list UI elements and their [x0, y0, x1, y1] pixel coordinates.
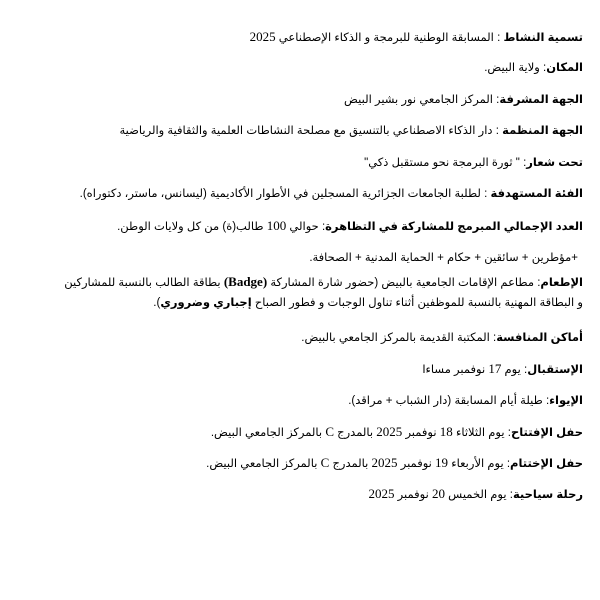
closing-year: 2025 — [371, 455, 398, 470]
tour-line — [368, 486, 583, 503]
slogan-sep: : — [519, 157, 527, 169]
catering-label: الإطعام — [540, 277, 583, 289]
closing-mid: بالمدرج — [329, 458, 372, 470]
organizer-label: الجهة المنظمة — [502, 125, 583, 137]
reception-day: 17 — [488, 361, 502, 376]
catering-mandatory: إجباري وضروري — [160, 297, 252, 309]
catering-line — [64, 274, 583, 291]
venue-label: أماكن المنافسة — [496, 332, 583, 344]
reception-prefix: يوم — [501, 364, 521, 376]
closing-line — [206, 455, 583, 472]
opening-day: 18 — [439, 424, 453, 439]
tour-year: 2025 — [368, 486, 395, 501]
opening-month: نوفمبر — [402, 427, 440, 439]
activity-name-line — [250, 29, 583, 46]
participants-count: 100 — [266, 218, 287, 233]
activity-name-label: تسمية النشاط — [503, 32, 583, 44]
catering-line-2 — [153, 295, 583, 311]
organizer-value: دار الذكاء الاصطناعي بالتنسيق مع مصلحة النشاطات العلمية والثقافية والرياضية — [119, 125, 493, 137]
opening-line — [211, 424, 583, 441]
catering-line2-part1: و البطاقة المهنية بالنسبة للموظفين أثناء تناول الوجبات و فطور الصباح — [251, 297, 583, 309]
accommodation-label: الإيواء — [549, 395, 583, 407]
tour-label: رحلة سياحية — [512, 489, 583, 501]
closing-sep: : — [503, 458, 511, 470]
catering-sep: : — [534, 277, 541, 289]
activity-name-value: المسابقة الوطنية للبرمجة و الذكاء الإصطناعي — [275, 32, 494, 44]
accommodation-line — [348, 393, 583, 409]
place-value: ولاية البيض. — [484, 62, 540, 74]
reception-suffix: نوفمبر مساءا — [422, 364, 489, 376]
opening-hall: C — [325, 424, 334, 439]
place-label: المكان — [546, 62, 583, 74]
reception-sep: : — [520, 364, 528, 376]
supervisor-line — [344, 92, 583, 108]
organizer-sep: : — [492, 125, 503, 137]
target-group-sep: : — [480, 188, 491, 200]
closing-day: 19 — [435, 455, 449, 470]
participants-total-sep: : — [318, 221, 326, 233]
supervisor-sep: : — [492, 94, 500, 106]
place-sep: : — [539, 62, 547, 74]
supervisor-label: الجهة المشرفة — [499, 94, 583, 106]
activity-name-year: 2025 — [249, 29, 276, 44]
badge-term: (Badge) — [223, 274, 268, 289]
organizer-line — [120, 123, 583, 139]
place-line — [484, 60, 583, 76]
opening-sep: : — [504, 427, 511, 439]
tour-day: 20 — [431, 486, 445, 501]
closing-label: حفل الإختتام — [510, 458, 583, 470]
target-group-label: الفئة المستهدفة — [490, 188, 583, 200]
closing-suffix: بالمركز الجامعي البيض. — [206, 458, 321, 470]
venue-sep: : — [489, 332, 497, 344]
slogan-line — [364, 155, 583, 171]
opening-prefix: يوم الثلاثاء — [452, 427, 505, 439]
target-group-value: لطلبة الجامعات الجزائرية المسجلين في الأطوار الأكاديمية (ليسانس، ماستر، دكتوراه). — [79, 188, 481, 200]
slogan-value: " ثورة البرمجة نحو مستقبل ذكي" — [364, 157, 520, 169]
venue-line — [301, 330, 583, 346]
accommodation-value: طيلة أيام المسابقة (دار الشباب + مراقد). — [348, 395, 543, 407]
participants-total-line — [117, 218, 583, 235]
opening-suffix: بالمركز الجامعي البيض. — [210, 427, 326, 439]
target-group-line — [80, 186, 583, 202]
participants-extra-line — [309, 250, 578, 266]
closing-hall: C — [320, 455, 330, 470]
tour-prefix: يوم الخميس — [444, 489, 507, 501]
catering-line2-end: ). — [153, 297, 161, 309]
closing-prefix: يوم الأربعاء — [448, 458, 504, 470]
opening-mid: بالمدرج — [333, 427, 377, 439]
participants-total-prefix: حوالي — [286, 221, 319, 233]
closing-month: نوفمبر — [397, 458, 436, 470]
reception-label: الإستقبال — [527, 364, 583, 376]
participants-total-suffix: طالب(ة) من كل ولايات الوطن. — [117, 221, 267, 233]
tour-month: نوفمبر — [394, 489, 432, 501]
opening-label: حفل الإفتتاح — [510, 427, 583, 439]
catering-value-part1: مطاعم الإقامات الجامعية بالبيض (حضور شارة المشاركة — [267, 277, 535, 289]
opening-year: 2025 — [376, 424, 403, 439]
participants-extra-value: +مؤطرين + سائقين + حكام + الحماية المدنية + الصحافة. — [309, 252, 578, 264]
reception-line — [422, 361, 583, 378]
activity-name-sep: : — [493, 32, 504, 44]
tour-sep: : — [506, 489, 513, 501]
participants-total-label: العدد الإجمالي المبرمج للمشاركة في التظاهرة — [325, 221, 583, 233]
slogan-label: تحت شعار — [526, 157, 583, 169]
supervisor-value: المركز الجامعي نور بشير البيض — [344, 94, 493, 106]
venue-value: المكتبة القديمة بالمركز الجامعي بالبيض. — [301, 332, 490, 344]
catering-value-part2: بطاقة الطالب بالنسبة للمشاركين — [64, 277, 224, 289]
accommodation-sep: : — [542, 395, 550, 407]
